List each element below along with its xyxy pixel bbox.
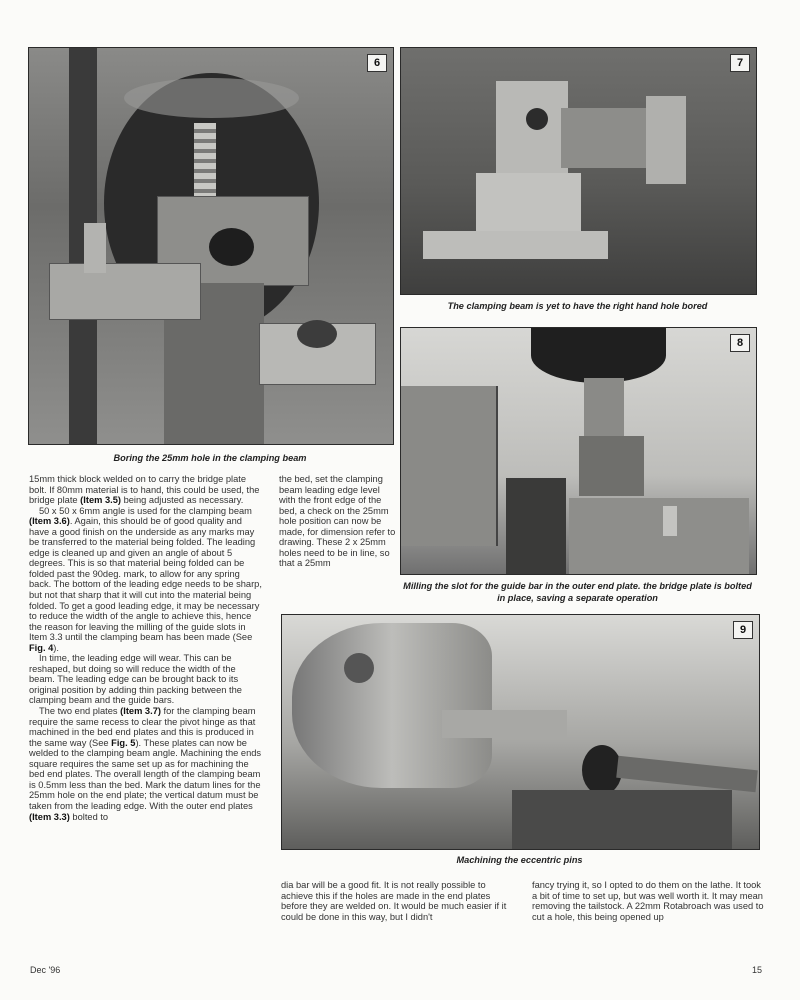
- lathe-chuck-rim: [124, 78, 299, 118]
- left-bolt-shape: [84, 223, 106, 273]
- item-reference: (Item 3.7): [120, 706, 161, 717]
- article-column-2-top: [279, 474, 397, 569]
- mill-head-shape: [531, 328, 666, 383]
- figure-7-caption: The clamping beam is yet to have the right hand hole bored: [447, 301, 708, 311]
- end-plate-hole-shape: [526, 108, 548, 130]
- chuck-shape: [401, 386, 498, 546]
- article-column-1: [29, 474, 263, 822]
- figure-8-number: 8: [730, 334, 750, 352]
- thread-bar-shape: [194, 123, 216, 198]
- item-reference: (Item 3.6): [29, 516, 70, 527]
- page-number: 15: [752, 965, 763, 975]
- base-plate-shape: [423, 231, 608, 259]
- item-reference: (Item 3.3): [29, 811, 70, 822]
- issue-date: Dec '96: [30, 965, 61, 975]
- vise-plate-shape: [569, 498, 749, 574]
- figure-reference: Fig. 4: [29, 642, 54, 653]
- article-column-3-bottom: [532, 880, 764, 922]
- paragraph: 50 x 50 x 6mm angle is used for the clamping beam (Item 3.6). Again, this should be of good quality and have a good finish on the underside as any marks may be transferred to the material being folded. The leading edge is cleaned up and given an angle of about 5 degrees. This is so that material being folded can be folded past the 90deg. mark, to allow for any spring back. The bottom of the leading edge needs to be sharp, but not that sharp that it will cut into the material being folded. To get a good leading edge, it may be necessary to reduce the width of the angle to achieve this, hence the reason for leaving the milling of the guide slots in Item 3.3 until the clamping beam has been made (See Fig. 4).: [29, 505, 262, 653]
- figure-8-photo: [400, 327, 757, 575]
- dark-block-shape: [506, 478, 566, 574]
- spindle-shape: [584, 378, 624, 438]
- figure-9-number: 9: [733, 621, 753, 639]
- right-bolt-head-shape: [297, 320, 337, 348]
- bored-hole-shape: [209, 228, 254, 266]
- figure-7-photo: [400, 47, 757, 295]
- paragraph: fancy trying it, so I opted to do them on the lathe. It took a bit of time to set up, but was well worth it. It may mean removing the tailstock. A 22mm Rotabroach was used to cut a hole, this being opened up: [532, 880, 764, 922]
- carriage-shape: [512, 790, 732, 849]
- paragraph: In time, the leading edge will wear. This can be reshaped, but doing so will reduce the width of the beam. The leading edge can be brought back to its original position by adding thin packing between the clamping beam and the guide bars.: [29, 653, 242, 706]
- paragraph: 15mm thick block welded on to carry the bridge plate bolt. If 80mm material is to hand, this could be used, the bridge plate (Item 3.5) being adjusted as necessary.: [29, 474, 260, 506]
- paragraph: dia bar will be a good fit. It is not really possible to achieve this if the holes are made in the end plates before they are welded on. It would be much easier if it could be done in this way, but I didn't: [281, 880, 507, 922]
- figure-reference: Fig. 5: [111, 737, 136, 748]
- workpiece-shape: [442, 710, 567, 738]
- paragraph: The two end plates (Item 3.7) for the clamping beam require the same recess to clear the pivot hinge as that machined in the bed end plates and this is produced in the same way (See Fig. 5). These plates can now be welded to the clamping beam angle. Machining the ends square requires the same set up as for machining the bed end plates. The overall length of the clamping beam is 0.5mm less than the bed. Mark the datum lines for the 25mm hole on the end plate; the vertical datum must be taken from the leading edge. With the outer end plates (Item 3.3) bolted to: [29, 706, 262, 822]
- figure-9-caption: Machining the eccentric pins: [456, 855, 583, 865]
- figure-6-photo: [28, 47, 394, 445]
- figure-6-number: 6: [367, 54, 387, 72]
- collet-shape: [579, 436, 644, 496]
- far-end-plate-shape: [646, 96, 686, 184]
- figure-7-number: 7: [730, 54, 750, 72]
- article-column-2-bottom: [281, 880, 513, 922]
- paragraph: the bed, set the clamping beam leading edge level with the front edge of the bed, a check on the 25mm hole position can now be made, for dimension refer to drawing. These 2 x 25mm holes need to be in line, so that a 25mm: [279, 474, 396, 569]
- tool-bar-shape: [616, 756, 758, 793]
- three-jaw-chuck-shape: [292, 623, 492, 788]
- left-clamp-shape: [49, 263, 201, 320]
- chuck-key-hole-shape: [344, 653, 374, 683]
- item-reference: (Item 3.5): [80, 495, 121, 506]
- figure-9-photo: [281, 614, 760, 850]
- figure-6-caption: Boring the 25mm hole in the clamping beam: [113, 453, 307, 463]
- figure-8-caption: Milling the slot for the guide bar in the outer end plate. the bridge plate is bolted in place, saving a separate operation: [403, 581, 752, 603]
- bolt-shape: [663, 506, 677, 536]
